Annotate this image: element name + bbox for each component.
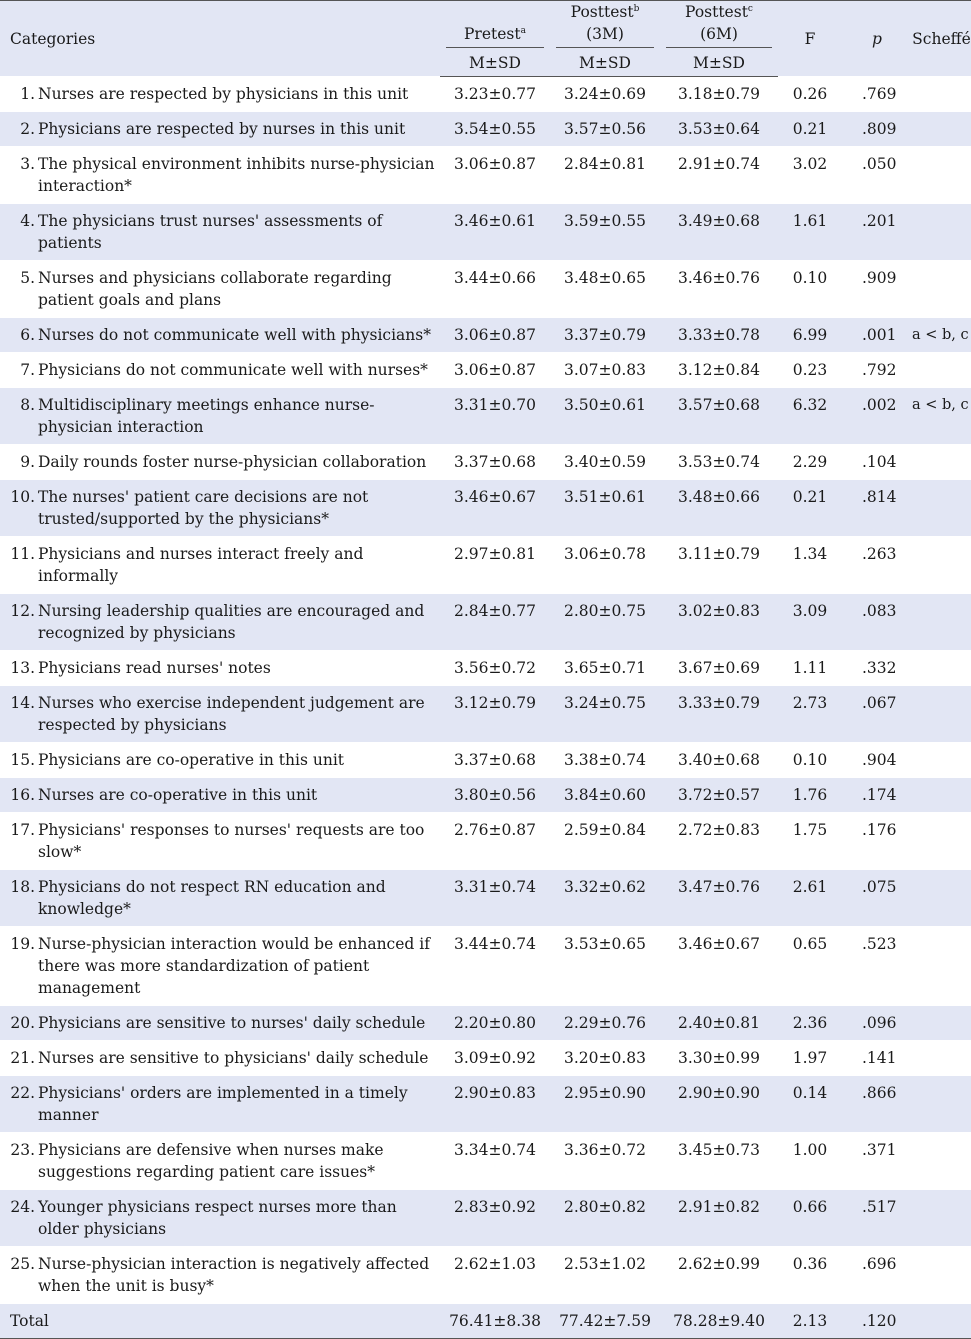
row-p-value: .141 [842,1041,912,1076]
row-pretest: 3.06±0.87 [440,147,550,204]
header-pretest: Pretest$^a$ [440,1,550,51]
row-category-text: Nurse-physician interaction would be enhanced if there was more standardization of patient management [38,935,430,997]
row-pretest: 3.56±0.72 [440,651,550,686]
row-number: 25. [10,1255,35,1273]
total-row [0,1304,971,1339]
row-category-text: Multidisciplinary meetings enhance nurse-physician interaction [38,396,375,436]
row-scheffe [912,261,971,318]
row-category [0,743,440,778]
row-category [0,261,440,318]
row-number: 22. [10,1084,35,1102]
row-category-text: The physical environment inhibits nurse-physician interaction* [38,155,435,195]
row-posttest-3m: 3.59±0.55 [550,204,660,261]
row-p-value: .517 [842,1190,912,1247]
row-f-value: 1.61 [778,204,842,261]
row-category-text: Nurses and physicians collaborate regarding patient goals and plans [38,269,392,309]
total-f-value: 2.13 [778,1304,842,1339]
row-number: 11. [10,545,35,563]
row-number: 3. [20,155,35,173]
row-pretest: 3.46±0.67 [440,480,550,537]
row-posttest-6m: 2.90±0.90 [660,1076,778,1133]
row-posttest-6m: 3.18±0.79 [660,77,778,112]
row-number: 8. [20,396,35,414]
total-pretest: 76.41±8.38 [440,1304,550,1339]
row-scheffe [912,1076,971,1133]
row-posttest-6m: 3.72±0.57 [660,778,778,813]
row-category [0,445,440,480]
row-scheffe [912,778,971,813]
row-pretest: 3.31±0.74 [440,870,550,927]
row-p-value: .523 [842,927,912,1006]
row-category [0,813,440,870]
row-number: 17. [10,821,35,839]
row-number: 24. [10,1198,35,1216]
row-category [0,1190,440,1247]
row-category [0,1006,440,1041]
row-posttest-6m: 3.57±0.68 [660,388,778,445]
row-category [0,594,440,651]
row-scheffe [912,480,971,537]
row-category-text: Nurses are respected by physicians in this unit [38,85,409,103]
row-scheffe [912,743,971,778]
header-msd-post3: M±SD [550,50,660,77]
row-category-text: Nursing leadership qualities are encouraged and recognized by physicians [38,602,425,642]
row-posttest-6m: 3.53±0.74 [660,445,778,480]
row-category-text: Physicians are co-operative in this unit [38,751,345,769]
row-number: 5. [20,269,35,287]
row-scheffe [912,1133,971,1190]
row-number: 20. [10,1014,35,1032]
row-category-text: Physicians do not respect RN education and knowledge* [38,878,386,918]
row-pretest: 3.80±0.56 [440,778,550,813]
row-number: 2. [20,120,35,138]
row-p-value: .696 [842,1247,912,1304]
row-category [0,1076,440,1133]
row-number: 12. [10,602,35,620]
row-pretest: 2.84±0.77 [440,594,550,651]
row-p-value: .371 [842,1133,912,1190]
total-scheffe [912,1304,971,1339]
row-p-value: .201 [842,204,912,261]
table-row [0,813,971,870]
row-f-value: 0.14 [778,1076,842,1133]
row-posttest-3m: 3.24±0.75 [550,686,660,743]
row-f-value: 0.66 [778,1190,842,1247]
table-row [0,537,971,594]
row-pretest: 3.06±0.87 [440,353,550,388]
row-pretest: 3.46±0.61 [440,204,550,261]
table-row [0,1041,971,1076]
row-number: 14. [10,694,35,712]
row-p-value: .866 [842,1076,912,1133]
row-posttest-6m: 3.02±0.83 [660,594,778,651]
row-p-value: .104 [842,445,912,480]
row-scheffe [912,353,971,388]
row-posttest-3m: 2.53±1.02 [550,1247,660,1304]
row-scheffe [912,112,971,147]
row-pretest: 2.62±1.03 [440,1247,550,1304]
total-posttest-3m: 77.42±7.59 [550,1304,660,1339]
row-category [0,537,440,594]
row-category [0,1041,440,1076]
row-scheffe [912,594,971,651]
row-scheffe [912,927,971,1006]
row-posttest-3m: 3.32±0.62 [550,870,660,927]
row-number: 18. [10,878,35,896]
header-posttest-3m: Posttest$^b$ (3M) [550,1,660,51]
row-posttest-3m: 3.51±0.61 [550,480,660,537]
row-number: 6. [20,326,35,344]
row-pretest: 3.54±0.55 [440,112,550,147]
header-f: F [804,29,816,48]
row-pretest: 3.44±0.74 [440,927,550,1006]
row-p-value: .075 [842,870,912,927]
row-p-value: .174 [842,778,912,813]
table-row [0,388,971,445]
row-posttest-6m: 3.49±0.68 [660,204,778,261]
row-posttest-3m: 3.06±0.78 [550,537,660,594]
header-posttest-6m: Posttest$^c$ (6M) [660,1,778,51]
header-categories: Categories [10,29,96,48]
row-f-value: 6.99 [778,318,842,353]
row-category [0,1133,440,1190]
row-f-value: 2.36 [778,1006,842,1041]
row-posttest-3m: 2.95±0.90 [550,1076,660,1133]
row-posttest-6m: 3.12±0.84 [660,353,778,388]
row-category [0,353,440,388]
total-label: Total [0,1304,440,1339]
row-number: 4. [20,212,35,230]
table-row [0,77,971,112]
row-posttest-6m: 3.47±0.76 [660,870,778,927]
row-category-text: Younger physicians respect nurses more than older physicians [38,1198,397,1238]
row-pretest: 2.76±0.87 [440,813,550,870]
row-posttest-6m: 3.46±0.67 [660,927,778,1006]
row-f-value: 0.36 [778,1247,842,1304]
row-posttest-3m: 3.07±0.83 [550,353,660,388]
row-posttest-6m: 3.11±0.79 [660,537,778,594]
row-f-value: 0.21 [778,480,842,537]
row-posttest-3m: 3.20±0.83 [550,1041,660,1076]
row-scheffe: a < b, c [912,388,971,445]
row-p-value: .792 [842,353,912,388]
row-category-text: Physicians do not communicate well with nurses* [38,361,428,379]
table-row [0,318,971,353]
row-pretest: 2.20±0.80 [440,1006,550,1041]
row-posttest-3m: 3.37±0.79 [550,318,660,353]
table-row [0,147,971,204]
row-posttest-6m: 3.33±0.79 [660,686,778,743]
row-category [0,204,440,261]
row-posttest-6m: 3.30±0.99 [660,1041,778,1076]
row-f-value: 0.26 [778,77,842,112]
row-f-value: 1.11 [778,651,842,686]
row-posttest-3m: 3.53±0.65 [550,927,660,1006]
row-category-text: Physicians' responses to nurses' requests are too slow* [38,821,425,861]
row-category [0,927,440,1006]
row-f-value: 1.76 [778,778,842,813]
row-posttest-6m: 3.45±0.73 [660,1133,778,1190]
row-posttest-6m: 3.48±0.66 [660,480,778,537]
row-f-value: 2.61 [778,870,842,927]
row-scheffe [912,537,971,594]
row-posttest-3m: 3.50±0.61 [550,388,660,445]
row-f-value: 3.09 [778,594,842,651]
row-category-text: Physicians read nurses' notes [38,659,271,677]
row-number: 16. [10,786,35,804]
row-category-text: Physicians are respected by nurses in this unit [38,120,406,138]
table-row [0,594,971,651]
row-posttest-3m: 2.80±0.82 [550,1190,660,1247]
table-row [0,651,971,686]
row-number: 9. [20,453,35,471]
row-p-value: .332 [842,651,912,686]
row-posttest-6m: 3.53±0.64 [660,112,778,147]
header-p: p [872,29,882,48]
row-category-text: Physicians and nurses interact freely and informally [38,545,364,585]
row-category-text: Nurse-physician interaction is negatively affected when the unit is busy* [38,1255,430,1295]
row-posttest-6m: 3.67±0.69 [660,651,778,686]
row-posttest-6m: 2.62±0.99 [660,1247,778,1304]
row-category-text: Nurses who exercise independent judgement are respected by physicians [38,694,425,734]
row-number: 21. [10,1049,35,1067]
table-row [0,743,971,778]
row-p-value: .809 [842,112,912,147]
row-pretest: 3.37±0.68 [440,445,550,480]
row-posttest-6m: 2.40±0.81 [660,1006,778,1041]
row-posttest-3m: 3.38±0.74 [550,743,660,778]
table-row [0,1247,971,1304]
row-posttest-3m: 3.40±0.59 [550,445,660,480]
row-pretest: 3.34±0.74 [440,1133,550,1190]
table-row [0,686,971,743]
row-category-text: Physicians' orders are implemented in a timely manner [38,1084,408,1124]
row-category [0,318,440,353]
row-posttest-6m: 3.33±0.78 [660,318,778,353]
total-p-value: .120 [842,1304,912,1339]
table-row [0,870,971,927]
row-category [0,77,440,112]
row-category-text: Nurses are sensitive to physicians' daily schedule [38,1049,429,1067]
row-f-value: 1.97 [778,1041,842,1076]
row-f-value: 1.75 [778,813,842,870]
row-number: 15. [10,751,35,769]
row-scheffe [912,1006,971,1041]
row-category-text: Daily rounds foster nurse-physician collaboration [38,453,427,471]
row-p-value: .769 [842,77,912,112]
row-p-value: .909 [842,261,912,318]
row-posttest-3m: 2.29±0.76 [550,1006,660,1041]
row-pretest: 3.12±0.79 [440,686,550,743]
row-category [0,651,440,686]
row-f-value: 0.10 [778,743,842,778]
header-msd-pretest: M±SD [440,50,550,77]
row-scheffe [912,813,971,870]
row-posttest-3m: 3.57±0.56 [550,112,660,147]
row-f-value: 0.65 [778,927,842,1006]
row-f-value: 0.23 [778,353,842,388]
table-row [0,204,971,261]
row-category-text: Physicians are defensive when nurses make suggestions regarding patient care issues* [38,1141,384,1181]
total-posttest-6m: 78.28±9.40 [660,1304,778,1339]
row-posttest-6m: 2.91±0.82 [660,1190,778,1247]
row-pretest: 3.06±0.87 [440,318,550,353]
row-category-text: The nurses' patient care decisions are not trusted/supported by the physicians* [38,488,369,528]
header-msd-post6: M±SD [660,50,778,77]
row-posttest-3m: 3.65±0.71 [550,651,660,686]
row-category [0,112,440,147]
row-p-value: .050 [842,147,912,204]
row-scheffe [912,1247,971,1304]
row-posttest-6m: 3.40±0.68 [660,743,778,778]
row-category [0,686,440,743]
table-row [0,480,971,537]
row-scheffe [912,147,971,204]
table-row [0,1133,971,1190]
row-pretest: 2.97±0.81 [440,537,550,594]
row-pretest: 3.31±0.70 [440,388,550,445]
row-category [0,147,440,204]
header-scheffe: Scheffé [912,29,971,48]
row-category-text: Nurses are co-operative in this unit [38,786,318,804]
row-scheffe [912,77,971,112]
row-posttest-3m: 2.59±0.84 [550,813,660,870]
row-p-value: .083 [842,594,912,651]
row-category [0,778,440,813]
row-scheffe [912,651,971,686]
row-category-text: Physicians are sensitive to nurses' daily schedule [38,1014,426,1032]
row-category [0,870,440,927]
row-number: 13. [10,659,35,677]
table-row [0,778,971,813]
row-f-value: 2.73 [778,686,842,743]
row-category [0,480,440,537]
row-posttest-3m: 2.84±0.81 [550,147,660,204]
table-header [0,1,971,77]
row-p-value: .096 [842,1006,912,1041]
row-category [0,1247,440,1304]
row-number: 10. [10,488,35,506]
row-posttest-3m: 3.48±0.65 [550,261,660,318]
row-scheffe [912,686,971,743]
row-p-value: .814 [842,480,912,537]
row-p-value: .904 [842,743,912,778]
row-posttest-6m: 2.91±0.74 [660,147,778,204]
row-posttest-3m: 3.24±0.69 [550,77,660,112]
row-f-value: 1.00 [778,1133,842,1190]
row-scheffe [912,870,971,927]
table-row [0,445,971,480]
row-f-value: 3.02 [778,147,842,204]
row-f-value: 0.21 [778,112,842,147]
row-pretest: 2.83±0.92 [440,1190,550,1247]
row-posttest-6m: 3.46±0.76 [660,261,778,318]
row-pretest: 2.90±0.83 [440,1076,550,1133]
row-posttest-6m: 2.72±0.83 [660,813,778,870]
row-posttest-3m: 3.84±0.60 [550,778,660,813]
row-number: 23. [10,1141,35,1159]
row-p-value: .001 [842,318,912,353]
row-category [0,388,440,445]
row-f-value: 6.32 [778,388,842,445]
table-row [0,261,971,318]
table-row [0,927,971,1006]
row-pretest: 3.37±0.68 [440,743,550,778]
row-f-value: 0.10 [778,261,842,318]
row-scheffe [912,445,971,480]
table-row [0,1006,971,1041]
row-f-value: 2.29 [778,445,842,480]
table-row [0,1190,971,1247]
row-posttest-3m: 3.36±0.72 [550,1133,660,1190]
row-p-value: .067 [842,686,912,743]
row-pretest: 3.09±0.92 [440,1041,550,1076]
table-row [0,112,971,147]
row-category-text: Nurses do not communicate well with physicians* [38,326,431,344]
row-p-value: .002 [842,388,912,445]
row-scheffe [912,204,971,261]
table-row [0,1076,971,1133]
row-p-value: .176 [842,813,912,870]
row-f-value: 1.34 [778,537,842,594]
row-number: 7. [20,361,35,379]
row-pretest: 3.44±0.66 [440,261,550,318]
row-pretest: 3.23±0.77 [440,77,550,112]
row-category-text: The physicians trust nurses' assessments of patients [38,212,383,252]
row-scheffe: a < b, c [912,318,971,353]
row-number: 19. [10,935,35,953]
row-scheffe [912,1190,971,1247]
row-scheffe [912,1041,971,1076]
row-number: 1. [20,85,35,103]
table-body [0,77,971,1339]
table-row [0,353,971,388]
row-p-value: .263 [842,537,912,594]
row-posttest-3m: 2.80±0.75 [550,594,660,651]
